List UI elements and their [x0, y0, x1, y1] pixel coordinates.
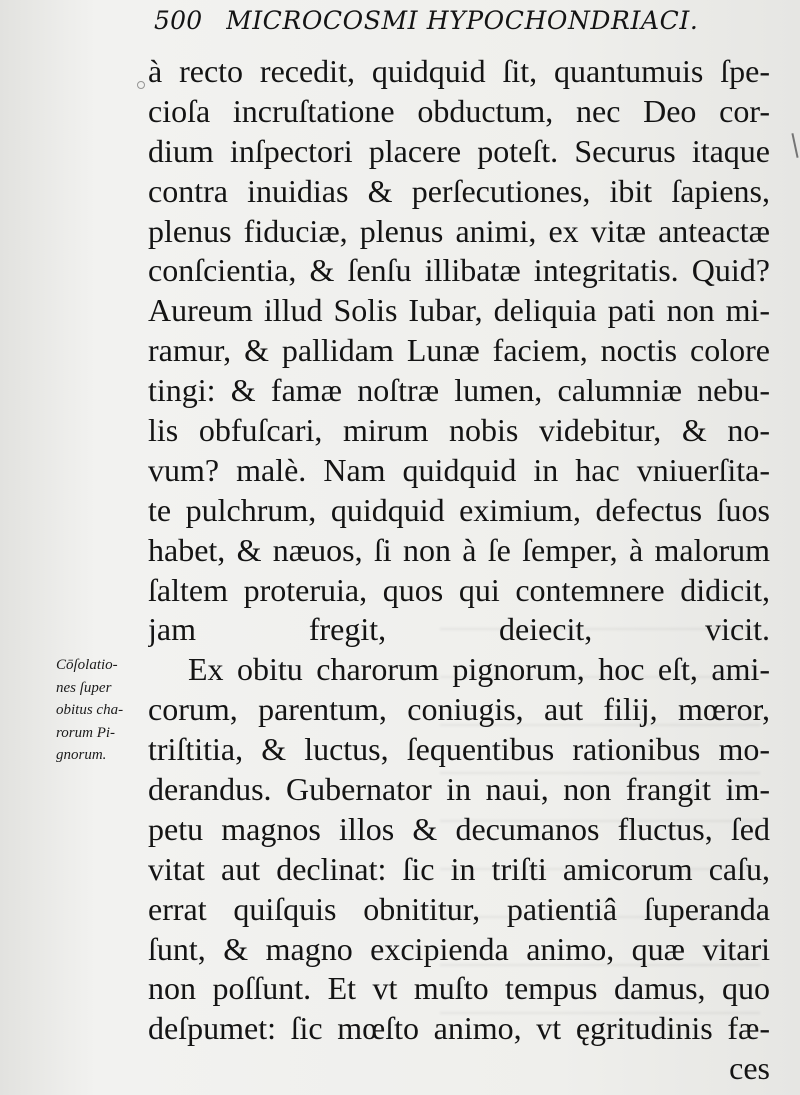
text-line: ramur, & pallidam Lunæ faciem, noctis colore: [148, 332, 770, 369]
text-line: non poſſunt. Et vt muſto tempus damus, quo: [148, 970, 770, 1007]
text-line: errat quiſquis obnititur, patientiâ ſuperanda: [148, 890, 770, 927]
text-line: Aureum illud Solis Iubar, deliquia pati non mi-: [148, 292, 770, 329]
text-line: conſcientia, & ſenſu illibatæ integritatis. Quid?: [148, 252, 770, 289]
paper-edge-mark: [791, 133, 798, 158]
text-line: vum? malè. Nam quidquid in hac vniuerſita-: [148, 451, 770, 488]
margin-note-line: gnorum.: [56, 747, 107, 763]
margin-note-line: rorum Pi-: [56, 724, 116, 741]
catchword-line: ces: [729, 1050, 770, 1087]
text-line: derandus. Gubernator in naui, non frangit im-: [148, 771, 770, 808]
main-text-block: [148, 52, 770, 1089]
text-line: lis obfuſcari, mirum nobis videbitur, & no-: [148, 412, 770, 449]
text-line: deſpumet: ſic mœſto animo, vt ęgritudinis fæ-: [148, 1010, 770, 1047]
text-line: tingi: & famæ noſtræ lumen, calumniæ nebu-: [148, 372, 770, 409]
paragraph-start-line: Ex obitu charorum pignorum, hoc eſt, ami-: [188, 651, 770, 688]
text-line: à recto recedit, quidquid ſit, quantumuis ſpe-: [148, 53, 770, 89]
text-line: ſunt, & magno excipienda animo, quæ vitari: [148, 930, 770, 967]
text-line: vitat aut declinat: ſic in triſti amicorum caſu,: [148, 850, 770, 887]
margin-note-line: obitus cha-: [56, 702, 124, 718]
text-line: jam fregit, deiecit, vicit.: [148, 611, 770, 648]
running-head: MICROCOSMI HYPOCHONDRIACI.: [226, 8, 699, 33]
text-line: ſaltem proteruia, quos qui contemnere didicit,: [148, 571, 770, 608]
text-line: habet, & næuos, ſi non à ſe ſemper, à malorum: [148, 531, 770, 568]
paper-spot-mark: [137, 81, 145, 89]
text-line: contra inuidias & perſecutiones, ibit ſapiens,: [148, 172, 770, 209]
text-line: petu magnos illos & decumanos fluctus, ſed: [148, 810, 770, 847]
text-line: dium inſpectori placere poteſt. Securus itaque: [148, 132, 770, 169]
text-line: cioſa incruſtatione obductum, nec Deo cor-: [148, 92, 770, 129]
margin-note: [56, 654, 150, 767]
text-line: corum, parentum, coniugis, aut filij, mœror,: [148, 691, 770, 728]
margin-note-line: nes ſuper: [56, 679, 112, 696]
text-line: triſtitia, & luctus, ſequentibus rationibus mo-: [148, 731, 770, 768]
margin-note-line: Cōſolatio-: [56, 657, 118, 673]
text-line: plenus fiduciæ, plenus animi, ex vitæ anteactæ: [148, 212, 770, 249]
page-number: 500: [154, 6, 203, 35]
text-line: te pulchrum, quidquid eximium, defectus ſuos: [148, 491, 770, 528]
